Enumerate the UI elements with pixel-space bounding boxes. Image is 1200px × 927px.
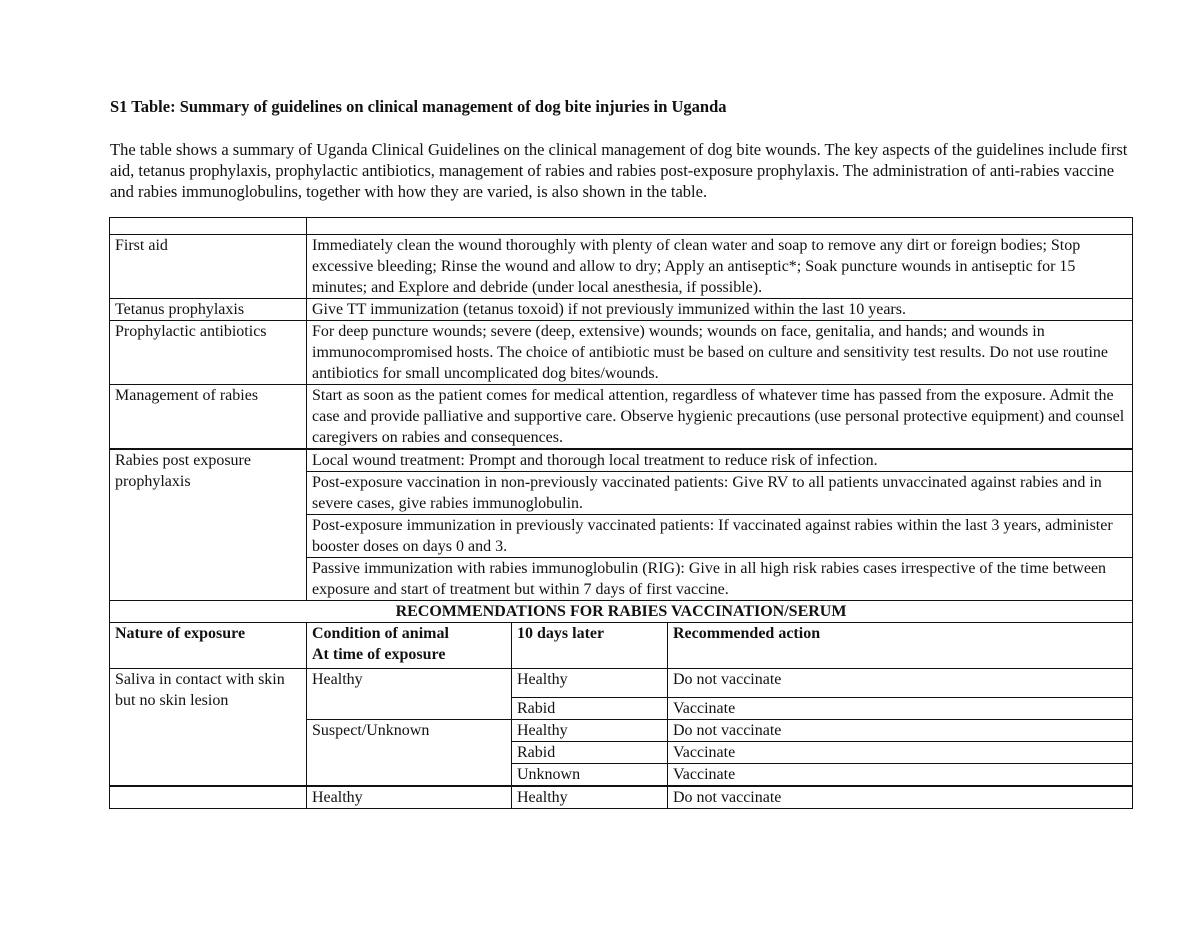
recommendation-row	[110, 669, 1133, 698]
guideline-row-antibiotics	[110, 321, 1133, 385]
action-cell: Vaccinate	[668, 764, 1133, 787]
guideline-text: Give TT immunization (tetanus toxoid) if not previously immunized within the last 10 years.	[307, 299, 1133, 321]
guideline-row-first-aid	[110, 235, 1133, 299]
header-condition-line1: Condition of animal	[312, 625, 449, 642]
pep-item: Post-exposure immunization in previously vaccinated patients: If vaccinated against rabies within the last 3 years, administer booster doses on days 0 and 3.	[307, 515, 1133, 558]
blank-header-row	[110, 218, 1133, 235]
action-cell: Do not vaccinate	[668, 720, 1133, 742]
blank-cell	[110, 218, 307, 235]
condition-cell: Healthy	[307, 669, 512, 720]
header-condition-line2: At time of exposure	[312, 646, 446, 663]
header-action: Recommended action	[668, 623, 1133, 669]
header-nature: Nature of exposure	[110, 623, 307, 669]
guideline-row-tetanus	[110, 299, 1133, 321]
page-title: S1 Table: Summary of guidelines on clinical management of dog bite injuries in Uganda	[110, 97, 727, 116]
action-cell: Do not vaccinate	[668, 786, 1133, 809]
guideline-label: Management of rabies	[110, 385, 307, 450]
guideline-text: For deep puncture wounds; severe (deep, extensive) wounds; wounds on face, genitalia, and hands; and wounds in immunocompromised hosts. The choice of antibiotic must be based on culture and sensitivity test results. Do not use routine antibiotics for small uncomplicated dog bites/wounds.	[307, 321, 1133, 385]
recommendations-header-row	[110, 623, 1133, 669]
later-cell: Healthy	[512, 669, 668, 698]
later-cell: Rabid	[512, 742, 668, 764]
intro-paragraph: The table shows a summary of Uganda Clinical Guidelines on the clinical management of dog bite wounds. The key aspects of the guidelines include first aid, tetanus prophylaxis, prophylactic antibiotics, management of rabies and rabies post-exposure prophylaxis. The administration of anti-rabies vaccine and rabies immunoglobulins, together with how they are varied, is also shown in the table.	[110, 140, 1128, 201]
pep-item: Local wound treatment: Prompt and thorough local treatment to reduce risk of infection.	[307, 449, 1133, 472]
guideline-text: Start as soon as the patient comes for medical attention, regardless of whatever time has passed from the exposure. Admit the case and provide palliative and supportive care. Observe hygienic precautions (use personal protective equipment) and counsel caregivers on rabies and consequences.	[307, 385, 1133, 450]
recommendation-row	[110, 786, 1133, 809]
later-cell: Unknown	[512, 764, 668, 787]
guidelines-table	[109, 217, 1133, 809]
pep-item: Passive immunization with rabies immunoglobulin (RIG): Give in all high risk rabies cases irrespective of the time between exposure and start of treatment but within 7 days of first vaccine.	[307, 558, 1133, 601]
later-cell: Rabid	[512, 698, 668, 720]
recommendations-heading-row	[110, 601, 1133, 623]
action-cell: Vaccinate	[668, 698, 1133, 720]
exposure-cell: Saliva in contact with skin but no skin lesion	[110, 669, 307, 787]
pep-row	[110, 449, 1133, 472]
later-cell: Healthy	[512, 720, 668, 742]
guideline-text: Immediately clean the wound thoroughly with plenty of clean water and soap to remove any dirt or foreign bodies; Stop excessive bleeding; Rinse the wound and allow to dry; Apply an antiseptic*; Soak puncture wounds in antiseptic for 15 minutes; and Explore and debride (under local anesthesia, if possible).	[307, 235, 1133, 299]
guideline-row-rabies-management	[110, 385, 1133, 450]
header-condition	[307, 623, 512, 669]
guideline-label: First aid	[110, 235, 307, 299]
later-cell: Healthy	[512, 786, 668, 809]
guideline-label: Tetanus prophylaxis	[110, 299, 307, 321]
action-cell: Do not vaccinate	[668, 669, 1133, 698]
action-cell: Vaccinate	[668, 742, 1133, 764]
pep-item: Post-exposure vaccination in non-previously vaccinated patients: Give RV to all patients unvaccinated against rabies and in severe cases, give rabies immunoglobulin.	[307, 472, 1133, 515]
header-later: 10 days later	[512, 623, 668, 669]
blank-cell	[307, 218, 1133, 235]
pep-label: Rabies post exposure prophylaxis	[110, 449, 307, 601]
exposure-cell-empty	[110, 786, 307, 809]
recommendations-heading: RECOMMENDATIONS FOR RABIES VACCINATION/SERUM	[110, 601, 1133, 623]
condition-cell: Healthy	[307, 786, 512, 809]
guideline-label: Prophylactic antibiotics	[110, 321, 307, 385]
condition-cell: Suspect/Unknown	[307, 720, 512, 787]
